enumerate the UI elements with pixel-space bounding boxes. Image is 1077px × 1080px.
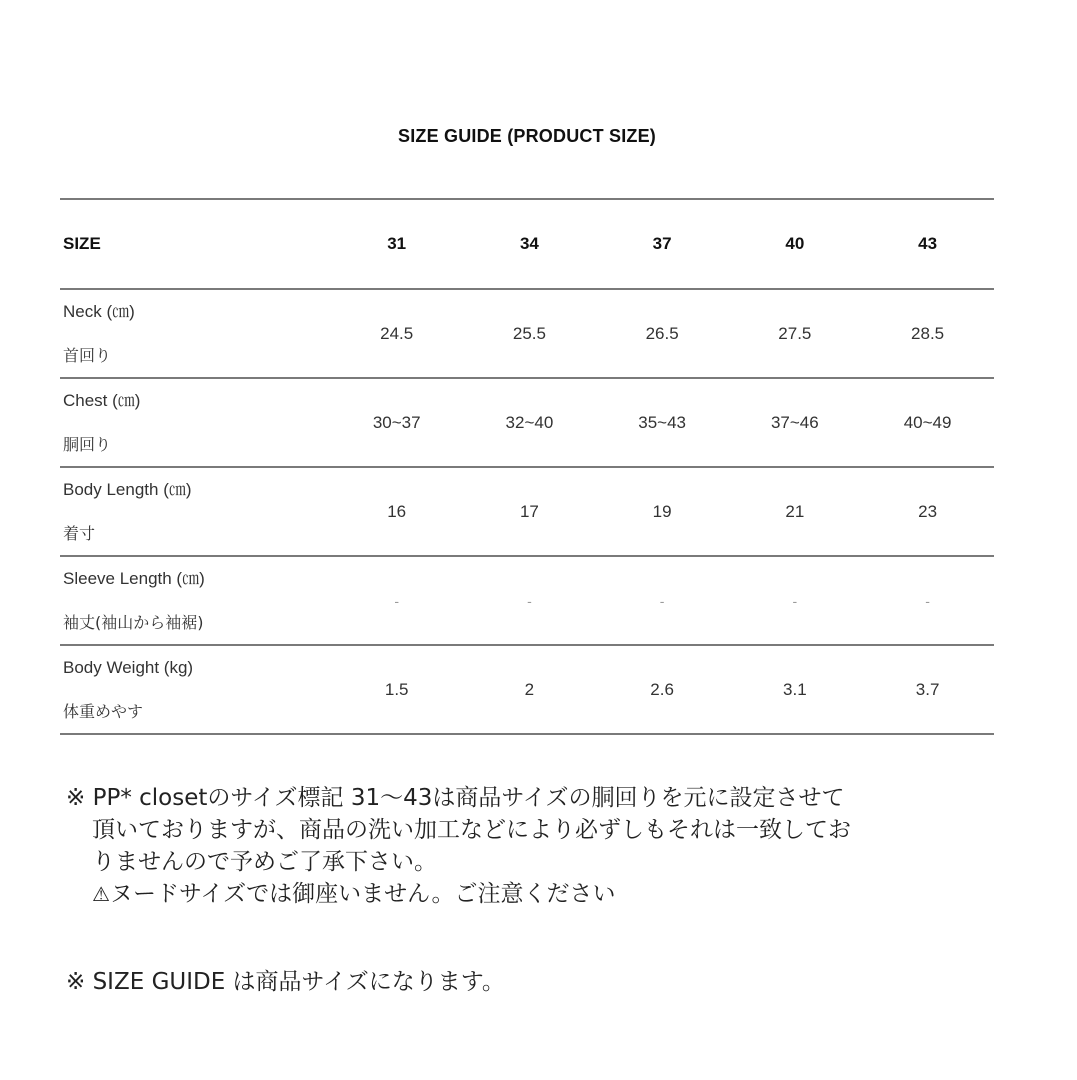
row-label-ja: 胴回り	[63, 434, 112, 454]
table-cell: 40~49	[903, 412, 952, 432]
table-row-chest	[60, 378, 994, 467]
size-notes	[66, 782, 1066, 998]
note-line: 頂いておりますが、商品の洗い加工などにより必ずしもそれは一致してお	[92, 817, 851, 843]
table-header-row	[60, 199, 994, 289]
table-cell: -	[394, 592, 400, 609]
row-label-ja: 体重めやす	[63, 701, 144, 721]
table-cell: 3.7	[915, 679, 940, 699]
table-cell: 3.1	[783, 679, 807, 699]
note-line: りませんので予めご了承下さい。	[92, 849, 437, 875]
table-cell: 26.5	[645, 323, 679, 343]
table-cell: -	[659, 592, 665, 609]
row-label-ja: 着寸	[63, 523, 96, 543]
table-row-body-length	[60, 467, 994, 556]
table-cell: 35~43	[638, 412, 686, 432]
header-size-label: SIZE	[63, 234, 101, 253]
header-size-37: 37	[652, 234, 672, 253]
note-warning-line	[66, 878, 1066, 910]
table-cell: 27.5	[778, 323, 812, 343]
header-size-43: 43	[918, 234, 938, 253]
row-label	[60, 467, 330, 556]
header-size-34: 34	[519, 234, 539, 253]
table-cell: -	[792, 592, 798, 609]
table-row-neck	[60, 289, 994, 378]
warning-text: ヌードサイズでは御座いません。ご注意ください	[109, 881, 616, 907]
header-size-31: 31	[387, 234, 407, 253]
warning-icon: ⚠	[92, 882, 110, 906]
table-cell: 1.5	[384, 679, 409, 699]
table-cell: 17	[519, 501, 539, 521]
table-cell: 21	[785, 501, 805, 521]
table-cell: 37~46	[770, 412, 819, 432]
table-cell: 23	[918, 501, 938, 521]
page-title: SIZE GUIDE (PRODUCT SIZE)	[397, 126, 656, 146]
row-label	[60, 556, 330, 645]
row-label-en: Neck (㎝)	[63, 301, 135, 321]
table-cell: 24.5	[380, 323, 414, 343]
row-label	[60, 645, 330, 734]
table-cell: 25.5	[512, 323, 546, 343]
row-label-ja: 袖丈(袖山から袖裾)	[63, 612, 204, 632]
table-cell: 30~37	[372, 412, 421, 432]
row-label	[60, 378, 330, 467]
note-line: ※ SIZE GUIDE は商品サイズになります。	[66, 969, 505, 995]
table-cell: 2	[524, 679, 535, 699]
table-cell: 16	[387, 501, 407, 521]
table-cell: -	[527, 592, 532, 609]
row-label	[60, 289, 330, 378]
table-row-body-weight	[60, 645, 994, 734]
table-cell: 28.5	[911, 323, 945, 343]
row-label-en: Body Weight (kg)	[63, 657, 194, 677]
table-cell: 2.6	[650, 679, 674, 699]
table-cell: 19	[652, 501, 672, 521]
size-table	[60, 198, 994, 735]
table-cell: 32~40	[505, 412, 554, 432]
row-label-en: Sleeve Length (㎝)	[63, 568, 205, 588]
table-cell: -	[925, 592, 930, 609]
row-label-en: Chest (㎝)	[63, 390, 141, 410]
table-row-sleeve-length	[60, 556, 994, 645]
row-label-ja: 首回り	[63, 345, 112, 365]
row-label-en: Body Length (㎝)	[63, 479, 192, 499]
header-size-40: 40	[785, 234, 805, 253]
note-line: ※ PP* closetのサイズ標記 31〜43は商品サイズの胴回りを元に設定させて	[66, 785, 845, 811]
